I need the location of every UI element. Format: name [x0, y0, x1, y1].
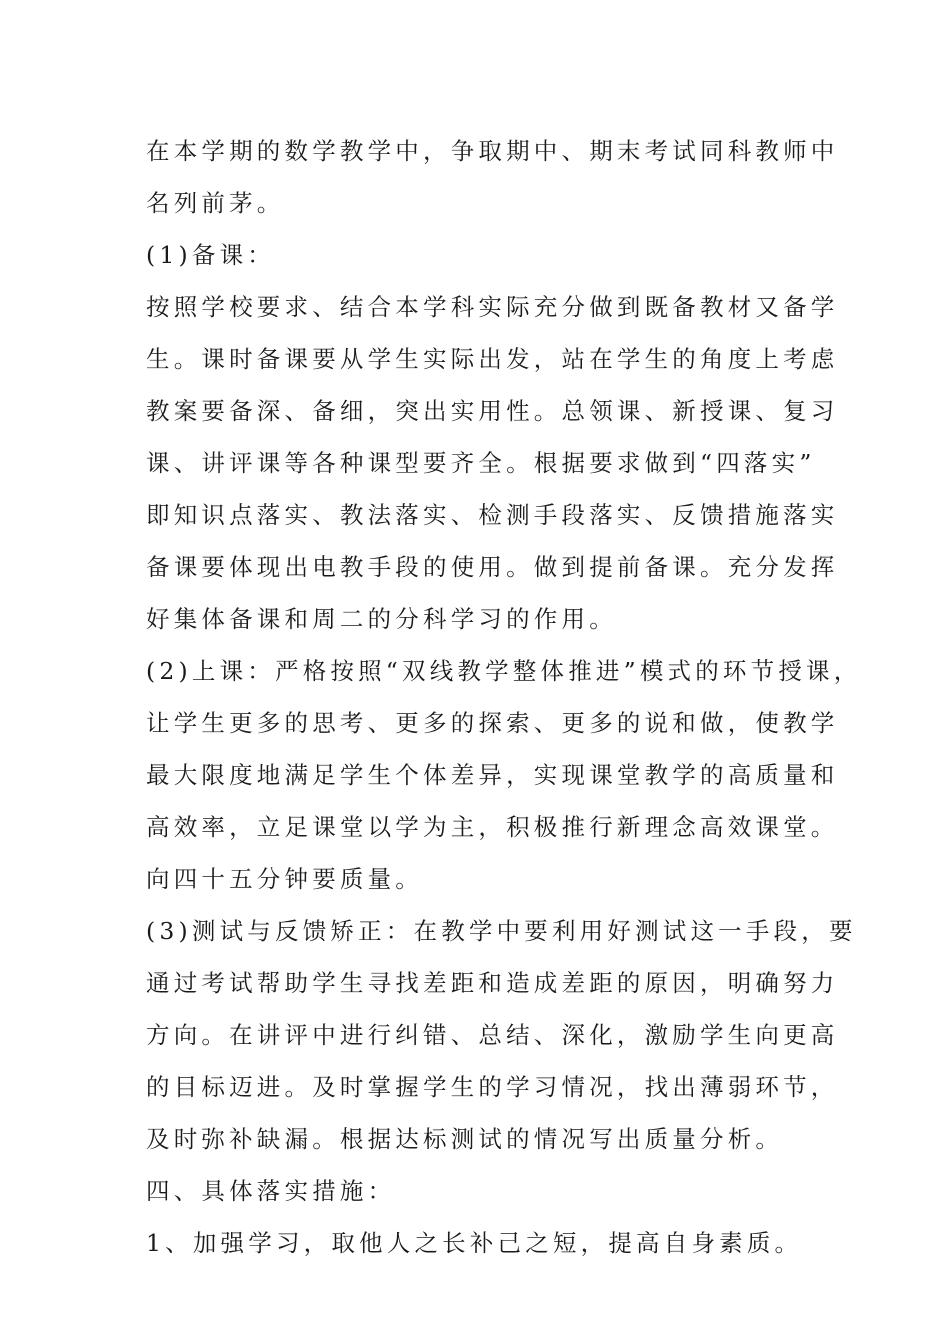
text-line: 最大限度地满足学生个体差异，实现课堂教学的高质量和 [146, 761, 839, 789]
section-heading: (1)备课： [146, 241, 275, 269]
text-line: 备课要体现出电教手段的使用。做到提前备课。充分发挥 [146, 553, 839, 581]
text-line: 1、加强学习，取他人之长补己之短，提高自身素质。 [146, 1229, 803, 1257]
text-line: 通过考试帮助学生寻找差距和造成差距的原因，明确努力 [146, 969, 839, 997]
text-line: 按照学校要求、结合本学科实际充分做到既备教材又备学 [146, 293, 839, 321]
text-line: (3)测试与反馈矫正：在教学中要利用好测试这一手段，要 [146, 917, 857, 945]
text-line: 及时弥补缺漏。根据达标测试的情况写出质量分析。 [146, 1125, 784, 1153]
text-line: 向四十五分钟要质量。 [146, 865, 423, 893]
text-line: 好集体备课和周二的分科学习的作用。 [146, 605, 617, 633]
text-line: 高效率，立足课堂以学为主，积极推行新理念高效课堂。 [146, 813, 839, 841]
text-line: 让学生更多的思考、更多的探索、更多的说和做，使教学 [146, 709, 839, 737]
text-line: 方向。在讲评中进行纠错、总结、深化，激励学生向更高 [146, 1021, 839, 1049]
text-line: 课、讲评课等各种课型要齐全。根据要求做到“四落实” [146, 449, 816, 477]
text-line: 即知识点落实、教法落实、检测手段落实、反馈措施落实 [146, 501, 839, 529]
text-line: 在本学期的数学教学中，争取期中、期末考试同科教师中 [146, 137, 839, 165]
text-line: (2)上课：严格按照“双线教学整体推进”模式的环节授课， [146, 657, 862, 685]
text-line: 的目标迈进。及时掌握学生的学习情况，找出薄弱环节， [146, 1073, 839, 1101]
text-line: 教案要备深、备细，突出实用性。总领课、新授课、复习 [146, 397, 839, 425]
section-heading: 四、具体落实措施： [146, 1177, 396, 1205]
text-line: 名列前茅。 [146, 189, 285, 217]
text-line: 生。课时备课要从学生实际出发，站在学生的角度上考虑 [146, 345, 839, 373]
